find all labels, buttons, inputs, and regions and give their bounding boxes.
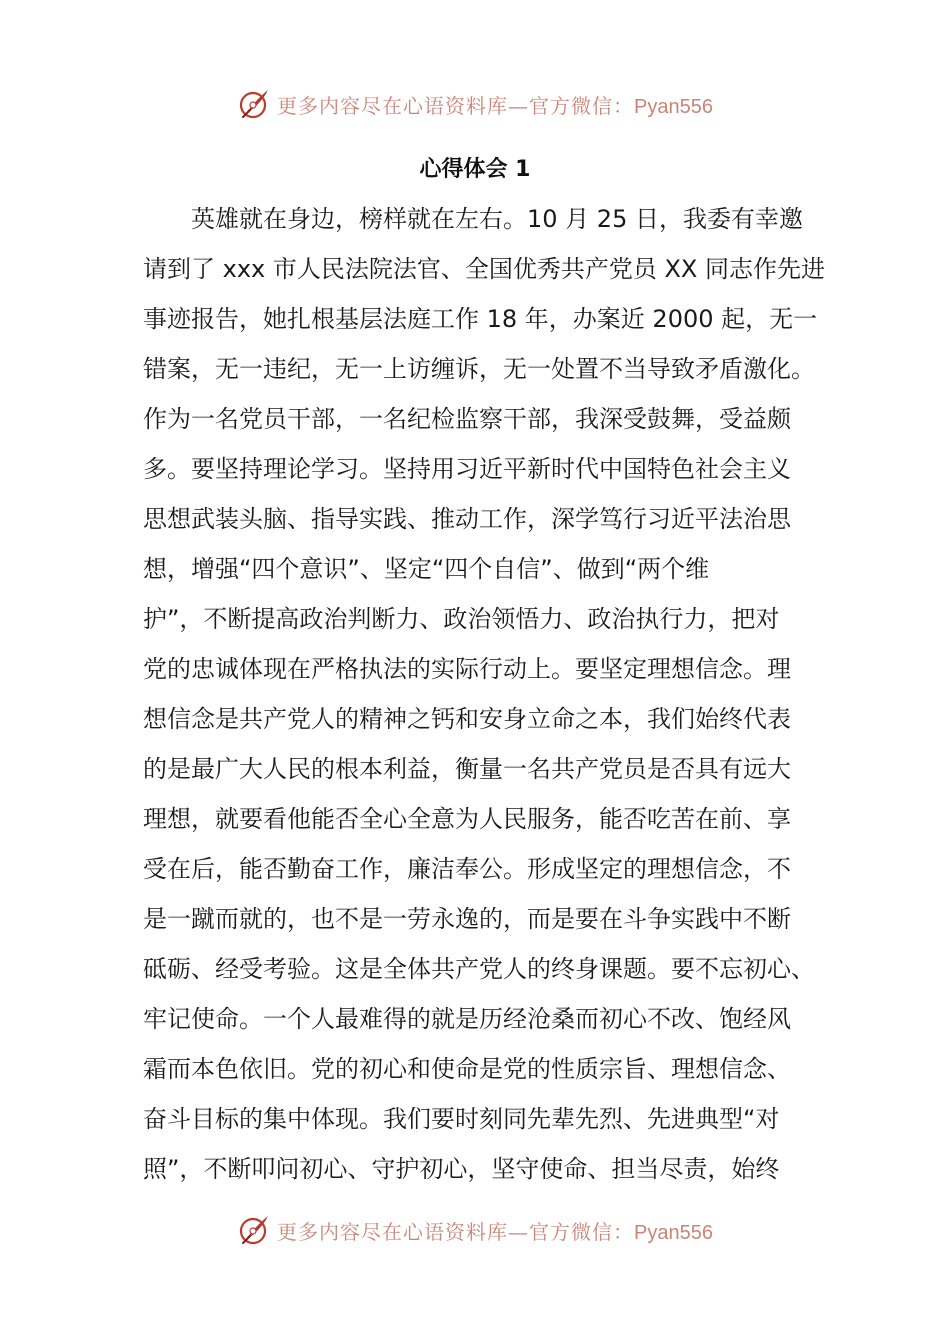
body-line: 理想，就要看他能否全心全意为人民服务，能否吃苦在前、享 — [143, 805, 791, 833]
body-line: 作为一名党员干部，一名纪检监察干部，我深受鼓舞，受益颇 — [143, 405, 791, 433]
body-line: 错案，无一违纪，无一上访缠诉，无一处置不当导致矛盾激化。 — [143, 355, 815, 383]
body-line: 是一蹴而就的，也不是一劳永逸的，而是要在斗争实践中不断 — [143, 905, 791, 933]
body-line: 砥砺、经受考验。这是全体共产党人的终身课题。要不忘初心、 — [143, 955, 815, 983]
body-line: 多。要坚持理论学习。坚持用习近平新时代中国特色社会主义 — [143, 455, 791, 483]
body-line: 想，增强“四个意识”、坚定“四个自信”、做到“两个维 — [143, 555, 710, 583]
body-line: 霜而本色依旧。党的初心和使命是党的性质宗旨、理想信念、 — [143, 1055, 791, 1083]
watermark-text: 更多内容尽在心语资料库—官方微信：Pyan556 — [277, 1219, 713, 1244]
quill-circle-logo-icon — [237, 87, 271, 121]
body-line: 受在后，能否勤奋工作，廉洁奉公。形成坚定的理想信念，不 — [143, 855, 791, 883]
watermark-banner-top — [0, 84, 950, 124]
quill-circle-logo-icon — [237, 1213, 271, 1247]
watermark-banner-bottom — [0, 1210, 950, 1250]
body-line: 想信念是共产党人的精神之钙和安身立命之本，我们始终代表 — [143, 705, 791, 733]
body-line: 照”，不断叩问初心、守护初心，坚守使命、担当尽责，始终 — [143, 1155, 780, 1183]
body-line: 奋斗目标的集中体现。我们要时刻同先辈先烈、先进典型“对 — [143, 1105, 780, 1133]
document-title: 心得体会 1 — [419, 157, 531, 182]
watermark-text: 更多内容尽在心语资料库—官方微信：Pyan556 — [277, 93, 713, 118]
body-line: 牢记使命。一个人最难得的就是历经沧桑而初心不改、饱经风 — [143, 1005, 791, 1033]
body-line: 的是最广大人民的根本利益，衡量一名共产党员是否具有远大 — [143, 755, 791, 783]
body-line: 英雄就在身边，榜样就在左右。10 月 25 日，我委有幸邀 — [191, 205, 803, 233]
body-line: 事迹报告，她扎根基层法庭工作 18 年，办案近 2000 起，无一 — [143, 305, 818, 333]
body-line: 请到了 xxx 市人民法院法官、全国优秀共产党员 XX 同志作先进 — [143, 255, 826, 283]
body-line: 护”，不断提高政治判断力、政治领悟力、政治执行力，把对 — [143, 605, 780, 633]
body-line: 党的忠诚体现在严格执法的实际行动上。要坚定理想信念。理 — [143, 655, 791, 683]
body-line: 思想武装头脑、指导实践、推动工作，深学笃行习近平法治思 — [143, 505, 791, 533]
